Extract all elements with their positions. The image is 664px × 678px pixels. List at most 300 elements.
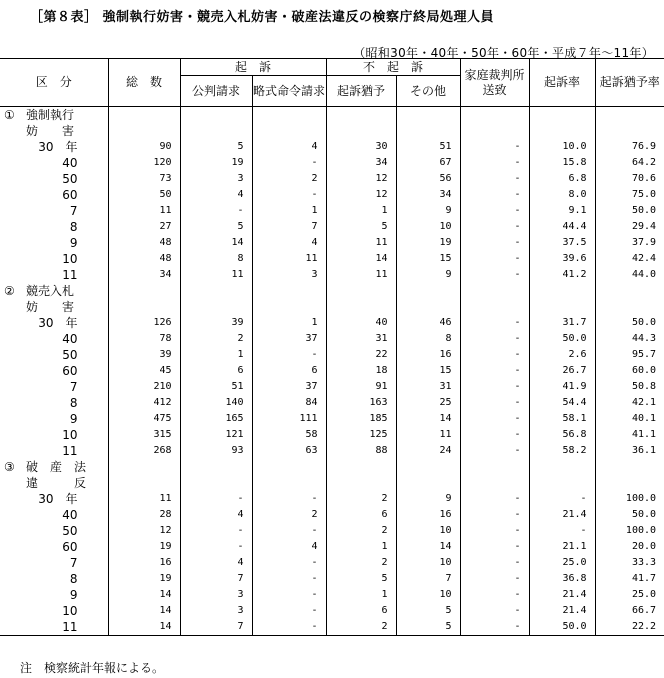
cell-summary-order: 58 <box>252 427 326 443</box>
cell-total: 11 <box>108 491 180 507</box>
cell-total: 475 <box>108 411 180 427</box>
cell-family-court: - <box>460 363 529 379</box>
cell-year: 9 <box>69 412 78 426</box>
group-mark: ① <box>4 108 15 122</box>
cell-other: 10 <box>396 523 460 539</box>
cell-summary-order: 7 <box>252 219 326 235</box>
empty-cell <box>326 123 396 139</box>
cell-total: 28 <box>108 507 180 523</box>
cell-suspended: 11 <box>326 235 396 251</box>
table-row <box>0 427 664 443</box>
cell-suspended: 91 <box>326 379 396 395</box>
cell-year: 11 <box>62 444 78 458</box>
cell-suspended: 2 <box>326 491 396 507</box>
cell-public-trial: 3 <box>180 587 252 603</box>
cell-other: 10 <box>396 219 460 235</box>
cell-total: 34 <box>108 267 180 283</box>
cell-public-trial: 140 <box>180 395 252 411</box>
table-row <box>0 555 664 571</box>
cell-total: 412 <box>108 395 180 411</box>
cell-total: 268 <box>108 443 180 459</box>
cell-year: 30 年 <box>38 140 78 154</box>
cell-year: 30 年 <box>38 492 78 506</box>
cell-summary-order: 1 <box>252 315 326 331</box>
cell-family-court: - <box>460 267 529 283</box>
empty-cell <box>595 283 664 299</box>
cell-total: 14 <box>108 603 180 619</box>
header-family-court: 家庭裁判所送致 <box>460 59 529 107</box>
cell-public-trial: - <box>180 523 252 539</box>
group-header-row <box>0 283 664 299</box>
cell-suspension-rate: 100.0 <box>595 491 664 507</box>
cell-year: 60 <box>62 364 78 378</box>
table-row <box>0 331 664 347</box>
empty-cell <box>108 283 180 299</box>
cell-summary-order: - <box>252 523 326 539</box>
table-row <box>0 587 664 603</box>
cell-summary-order: - <box>252 619 326 636</box>
cell-other: 9 <box>396 267 460 283</box>
cell-suspension-rate: 36.1 <box>595 443 664 459</box>
cell-summary-order: - <box>252 347 326 363</box>
cell-prosecution-rate: 31.7 <box>529 315 595 331</box>
cell-total: 90 <box>108 139 180 155</box>
group-header-row <box>0 299 664 315</box>
cell-family-court: - <box>460 347 529 363</box>
cell-public-trial: - <box>180 203 252 219</box>
cell-family-court: - <box>460 395 529 411</box>
cell-suspension-rate: 20.0 <box>595 539 664 555</box>
cell-prosecution-rate: 56.8 <box>529 427 595 443</box>
cell-public-trial: 1 <box>180 347 252 363</box>
cell-suspended: 12 <box>326 187 396 203</box>
empty-cell <box>180 107 252 124</box>
cell-year: 50 <box>62 172 78 186</box>
cell-public-trial: 19 <box>180 155 252 171</box>
cell-suspension-rate: 66.7 <box>595 603 664 619</box>
cell-other: 15 <box>396 363 460 379</box>
cell-year: 11 <box>62 268 78 282</box>
empty-cell <box>108 123 180 139</box>
cell-total: 11 <box>108 203 180 219</box>
table-row <box>0 267 664 283</box>
empty-cell <box>396 475 460 491</box>
cell-total: 27 <box>108 219 180 235</box>
table-header <box>0 59 664 107</box>
cell-suspension-rate: 42.1 <box>595 395 664 411</box>
table-title: ［第８表］ 強制執行妨害・競売入札妨害・破産法違反の検察庁終局処理人員 <box>30 10 495 25</box>
cell-year: 8 <box>69 220 78 234</box>
cell-other: 46 <box>396 315 460 331</box>
cell-other: 15 <box>396 251 460 267</box>
cell-summary-order: - <box>252 603 326 619</box>
cell-other: 25 <box>396 395 460 411</box>
empty-cell <box>252 283 326 299</box>
empty-cell <box>529 459 595 475</box>
cell-total: 50 <box>108 187 180 203</box>
cell-suspended: 34 <box>326 155 396 171</box>
cell-suspension-rate: 29.4 <box>595 219 664 235</box>
table-row <box>0 187 664 203</box>
empty-cell <box>108 459 180 475</box>
cell-summary-order: 4 <box>252 139 326 155</box>
empty-cell <box>529 123 595 139</box>
empty-cell <box>108 299 180 315</box>
table-row <box>0 315 664 331</box>
cell-year: 50 <box>62 524 78 538</box>
cell-suspension-rate: 50.0 <box>595 507 664 523</box>
cell-other: 7 <box>396 571 460 587</box>
cell-suspension-rate: 42.4 <box>595 251 664 267</box>
cell-year: 40 <box>62 332 78 346</box>
cell-other: 14 <box>396 411 460 427</box>
cell-family-court: - <box>460 427 529 443</box>
header-suspension-rate: 起訴猶予率 <box>595 59 664 107</box>
cell-suspended: 30 <box>326 139 396 155</box>
table-row <box>0 171 664 187</box>
cell-year: 10 <box>62 428 78 442</box>
empty-cell <box>460 475 529 491</box>
cell-summary-order: 4 <box>252 235 326 251</box>
cell-suspended: 22 <box>326 347 396 363</box>
empty-cell <box>529 107 595 124</box>
cell-suspension-rate: 50.8 <box>595 379 664 395</box>
empty-cell <box>460 123 529 139</box>
group-name-line2-text: 妨 害 <box>26 124 75 138</box>
cell-public-trial: 5 <box>180 219 252 235</box>
table-row <box>0 219 664 235</box>
cell-suspended: 12 <box>326 171 396 187</box>
cell-family-court: - <box>460 411 529 427</box>
cell-prosecution-rate: 54.4 <box>529 395 595 411</box>
cell-summary-order: - <box>252 155 326 171</box>
cell-summary-order: 2 <box>252 171 326 187</box>
group-name-line2 <box>0 123 108 139</box>
cell-suspended: 6 <box>326 507 396 523</box>
empty-cell <box>460 107 529 124</box>
cell-suspended: 18 <box>326 363 396 379</box>
cell-other: 5 <box>396 619 460 636</box>
cell-family-court: - <box>460 507 529 523</box>
cell-suspension-rate: 44.3 <box>595 331 664 347</box>
cell-public-trial: 4 <box>180 555 252 571</box>
cell-public-trial: 6 <box>180 363 252 379</box>
empty-cell <box>180 299 252 315</box>
cell-total: 19 <box>108 539 180 555</box>
cell-suspended: 185 <box>326 411 396 427</box>
cell-family-court: - <box>460 187 529 203</box>
cell-prosecution-rate: 15.8 <box>529 155 595 171</box>
cell-prosecution-rate: 58.1 <box>529 411 595 427</box>
statistics-table <box>0 58 664 636</box>
cell-prosecution-rate: 39.6 <box>529 251 595 267</box>
cell-prosecution-rate: 37.5 <box>529 235 595 251</box>
cell-prosecution-rate: 26.7 <box>529 363 595 379</box>
table-row <box>0 139 664 155</box>
cell-summary-order: 84 <box>252 395 326 411</box>
header-other: その他 <box>396 76 460 107</box>
cell-year: 9 <box>69 588 78 602</box>
cell-total: 120 <box>108 155 180 171</box>
cell-public-trial: 14 <box>180 235 252 251</box>
empty-cell <box>252 475 326 491</box>
header-summary-order: 略式命令請求 <box>252 76 326 107</box>
cell-other: 9 <box>396 491 460 507</box>
cell-family-court: - <box>460 555 529 571</box>
cell-other: 8 <box>396 331 460 347</box>
cell-prosecution-rate: - <box>529 523 595 539</box>
cell-suspension-rate: 41.7 <box>595 571 664 587</box>
cell-suspension-rate: 50.0 <box>595 315 664 331</box>
cell-other: 11 <box>396 427 460 443</box>
cell-public-trial: 3 <box>180 171 252 187</box>
cell-suspended: 40 <box>326 315 396 331</box>
cell-suspended: 1 <box>326 587 396 603</box>
empty-cell <box>595 123 664 139</box>
cell-suspension-rate: 22.2 <box>595 619 664 636</box>
cell-public-trial: 3 <box>180 603 252 619</box>
cell-summary-order: - <box>252 571 326 587</box>
cell-public-trial: - <box>180 491 252 507</box>
cell-suspension-rate: 95.7 <box>595 347 664 363</box>
cell-suspension-rate: 41.1 <box>595 427 664 443</box>
cell-total: 210 <box>108 379 180 395</box>
cell-other: 10 <box>396 587 460 603</box>
empty-cell <box>396 283 460 299</box>
cell-other: 24 <box>396 443 460 459</box>
group-label <box>0 459 108 475</box>
cell-suspension-rate: 37.9 <box>595 235 664 251</box>
group-header-row <box>0 107 664 124</box>
cell-summary-order: - <box>252 491 326 507</box>
cell-year: 10 <box>62 604 78 618</box>
cell-prosecution-rate: 58.2 <box>529 443 595 459</box>
cell-year: 10 <box>62 252 78 266</box>
empty-cell <box>460 459 529 475</box>
cell-family-court: - <box>460 219 529 235</box>
cell-other: 67 <box>396 155 460 171</box>
cell-other: 5 <box>396 603 460 619</box>
cell-summary-order: 111 <box>252 411 326 427</box>
cell-public-trial: 51 <box>180 379 252 395</box>
cell-public-trial: 7 <box>180 571 252 587</box>
cell-public-trial: 11 <box>180 267 252 283</box>
cell-total: 16 <box>108 555 180 571</box>
cell-total: 14 <box>108 587 180 603</box>
table-row <box>0 619 664 636</box>
table-row <box>0 347 664 363</box>
cell-summary-order: 4 <box>252 539 326 555</box>
cell-family-court: - <box>460 251 529 267</box>
header-category: 区 分 <box>0 59 108 107</box>
empty-cell <box>108 107 180 124</box>
cell-suspension-rate: 25.0 <box>595 587 664 603</box>
empty-cell <box>595 107 664 124</box>
cell-prosecution-rate: 21.1 <box>529 539 595 555</box>
cell-total: 48 <box>108 235 180 251</box>
cell-public-trial: 4 <box>180 187 252 203</box>
cell-suspension-rate: 70.6 <box>595 171 664 187</box>
empty-cell <box>460 299 529 315</box>
cell-public-trial: 4 <box>180 507 252 523</box>
cell-family-court: - <box>460 523 529 539</box>
cell-summary-order: 6 <box>252 363 326 379</box>
table-row <box>0 523 664 539</box>
cell-summary-order: 1 <box>252 203 326 219</box>
cell-suspension-rate: 100.0 <box>595 523 664 539</box>
empty-cell <box>326 299 396 315</box>
table-row <box>0 443 664 459</box>
cell-suspension-rate: 40.1 <box>595 411 664 427</box>
cell-family-court: - <box>460 539 529 555</box>
cell-suspended: 11 <box>326 267 396 283</box>
cell-prosecution-rate: 21.4 <box>529 507 595 523</box>
cell-public-trial: 39 <box>180 315 252 331</box>
group-mark: ② <box>4 284 15 298</box>
cell-family-court: - <box>460 491 529 507</box>
table-row <box>0 155 664 171</box>
cell-public-trial: 165 <box>180 411 252 427</box>
cell-other: 9 <box>396 203 460 219</box>
empty-cell <box>396 459 460 475</box>
table-row <box>0 603 664 619</box>
cell-prosecution-rate: 8.0 <box>529 187 595 203</box>
group-label <box>0 283 108 299</box>
cell-year: 60 <box>62 188 78 202</box>
empty-cell <box>108 475 180 491</box>
cell-prosecution-rate: - <box>529 491 595 507</box>
cell-prosecution-rate: 21.4 <box>529 603 595 619</box>
cell-total: 78 <box>108 331 180 347</box>
cell-suspended: 5 <box>326 571 396 587</box>
cell-suspension-rate: 50.0 <box>595 203 664 219</box>
cell-public-trial: 5 <box>180 139 252 155</box>
cell-year: 40 <box>62 508 78 522</box>
cell-prosecution-rate: 44.4 <box>529 219 595 235</box>
cell-public-trial: 93 <box>180 443 252 459</box>
cell-suspended: 2 <box>326 523 396 539</box>
table-row <box>0 235 664 251</box>
cell-total: 315 <box>108 427 180 443</box>
empty-cell <box>252 107 326 124</box>
table-row <box>0 411 664 427</box>
table-row <box>0 203 664 219</box>
cell-prosecution-rate: 50.0 <box>529 619 595 636</box>
header-non-prosecution: 不 起 訴 <box>326 59 460 76</box>
cell-prosecution-rate: 9.1 <box>529 203 595 219</box>
cell-total: 73 <box>108 171 180 187</box>
empty-cell <box>529 475 595 491</box>
cell-public-trial: 7 <box>180 619 252 636</box>
empty-cell <box>529 299 595 315</box>
cell-other: 56 <box>396 171 460 187</box>
cell-suspended: 2 <box>326 555 396 571</box>
cell-other: 34 <box>396 187 460 203</box>
cell-summary-order: 63 <box>252 443 326 459</box>
cell-prosecution-rate: 10.0 <box>529 139 595 155</box>
cell-year: 30 年 <box>38 316 78 330</box>
empty-cell <box>180 123 252 139</box>
cell-suspension-rate: 60.0 <box>595 363 664 379</box>
cell-year: 9 <box>69 236 78 250</box>
table-row <box>0 491 664 507</box>
cell-other: 51 <box>396 139 460 155</box>
cell-summary-order: 37 <box>252 331 326 347</box>
cell-suspension-rate: 44.0 <box>595 267 664 283</box>
group-name-line1: 破 産 法 <box>26 460 87 474</box>
cell-total: 12 <box>108 523 180 539</box>
cell-suspended: 163 <box>326 395 396 411</box>
empty-cell <box>396 107 460 124</box>
cell-family-court: - <box>460 171 529 187</box>
cell-year: 7 <box>69 380 78 394</box>
cell-other: 19 <box>396 235 460 251</box>
table-row <box>0 395 664 411</box>
group-name-line1: 強制執行 <box>26 108 75 122</box>
cell-family-court: - <box>460 315 529 331</box>
cell-total: 19 <box>108 571 180 587</box>
cell-prosecution-rate: 6.8 <box>529 171 595 187</box>
cell-other: 16 <box>396 347 460 363</box>
cell-prosecution-rate: 21.4 <box>529 587 595 603</box>
cell-summary-order: - <box>252 587 326 603</box>
cell-family-court: - <box>460 443 529 459</box>
table-row <box>0 379 664 395</box>
cell-suspension-rate: 33.3 <box>595 555 664 571</box>
table-row <box>0 571 664 587</box>
cell-prosecution-rate: 50.0 <box>529 331 595 347</box>
empty-cell <box>180 283 252 299</box>
cell-other: 14 <box>396 539 460 555</box>
cell-other: 31 <box>396 379 460 395</box>
cell-suspension-rate: 76.9 <box>595 139 664 155</box>
group-header-row <box>0 459 664 475</box>
cell-family-court: - <box>460 331 529 347</box>
cell-family-court: - <box>460 587 529 603</box>
header-total: 総 数 <box>108 59 180 107</box>
cell-total: 39 <box>108 347 180 363</box>
cell-family-court: - <box>460 379 529 395</box>
table-body <box>0 107 664 636</box>
cell-public-trial: - <box>180 539 252 555</box>
group-header-row <box>0 475 664 491</box>
empty-cell <box>595 459 664 475</box>
cell-prosecution-rate: 41.9 <box>529 379 595 395</box>
empty-cell <box>252 459 326 475</box>
cell-suspended: 2 <box>326 619 396 636</box>
cell-year: 7 <box>69 204 78 218</box>
header-suspended: 起訴猶予 <box>326 76 396 107</box>
cell-total: 14 <box>108 619 180 636</box>
group-name-line2-text: 妨 害 <box>26 300 75 314</box>
cell-family-court: - <box>460 619 529 636</box>
cell-other: 10 <box>396 555 460 571</box>
table-period: （昭和30年・40年・50年・60年・平成７年～11年） <box>353 46 654 60</box>
cell-summary-order: 11 <box>252 251 326 267</box>
cell-year: 11 <box>0 619 108 636</box>
cell-total: 48 <box>108 251 180 267</box>
cell-summary-order: 2 <box>252 507 326 523</box>
cell-suspension-rate: 75.0 <box>595 187 664 203</box>
empty-cell <box>326 283 396 299</box>
cell-year: 8 <box>69 396 78 410</box>
cell-year: 60 <box>62 540 78 554</box>
cell-summary-order: 37 <box>252 379 326 395</box>
group-header-row <box>0 123 664 139</box>
empty-cell <box>180 475 252 491</box>
cell-prosecution-rate: 2.6 <box>529 347 595 363</box>
cell-suspended: 1 <box>326 539 396 555</box>
